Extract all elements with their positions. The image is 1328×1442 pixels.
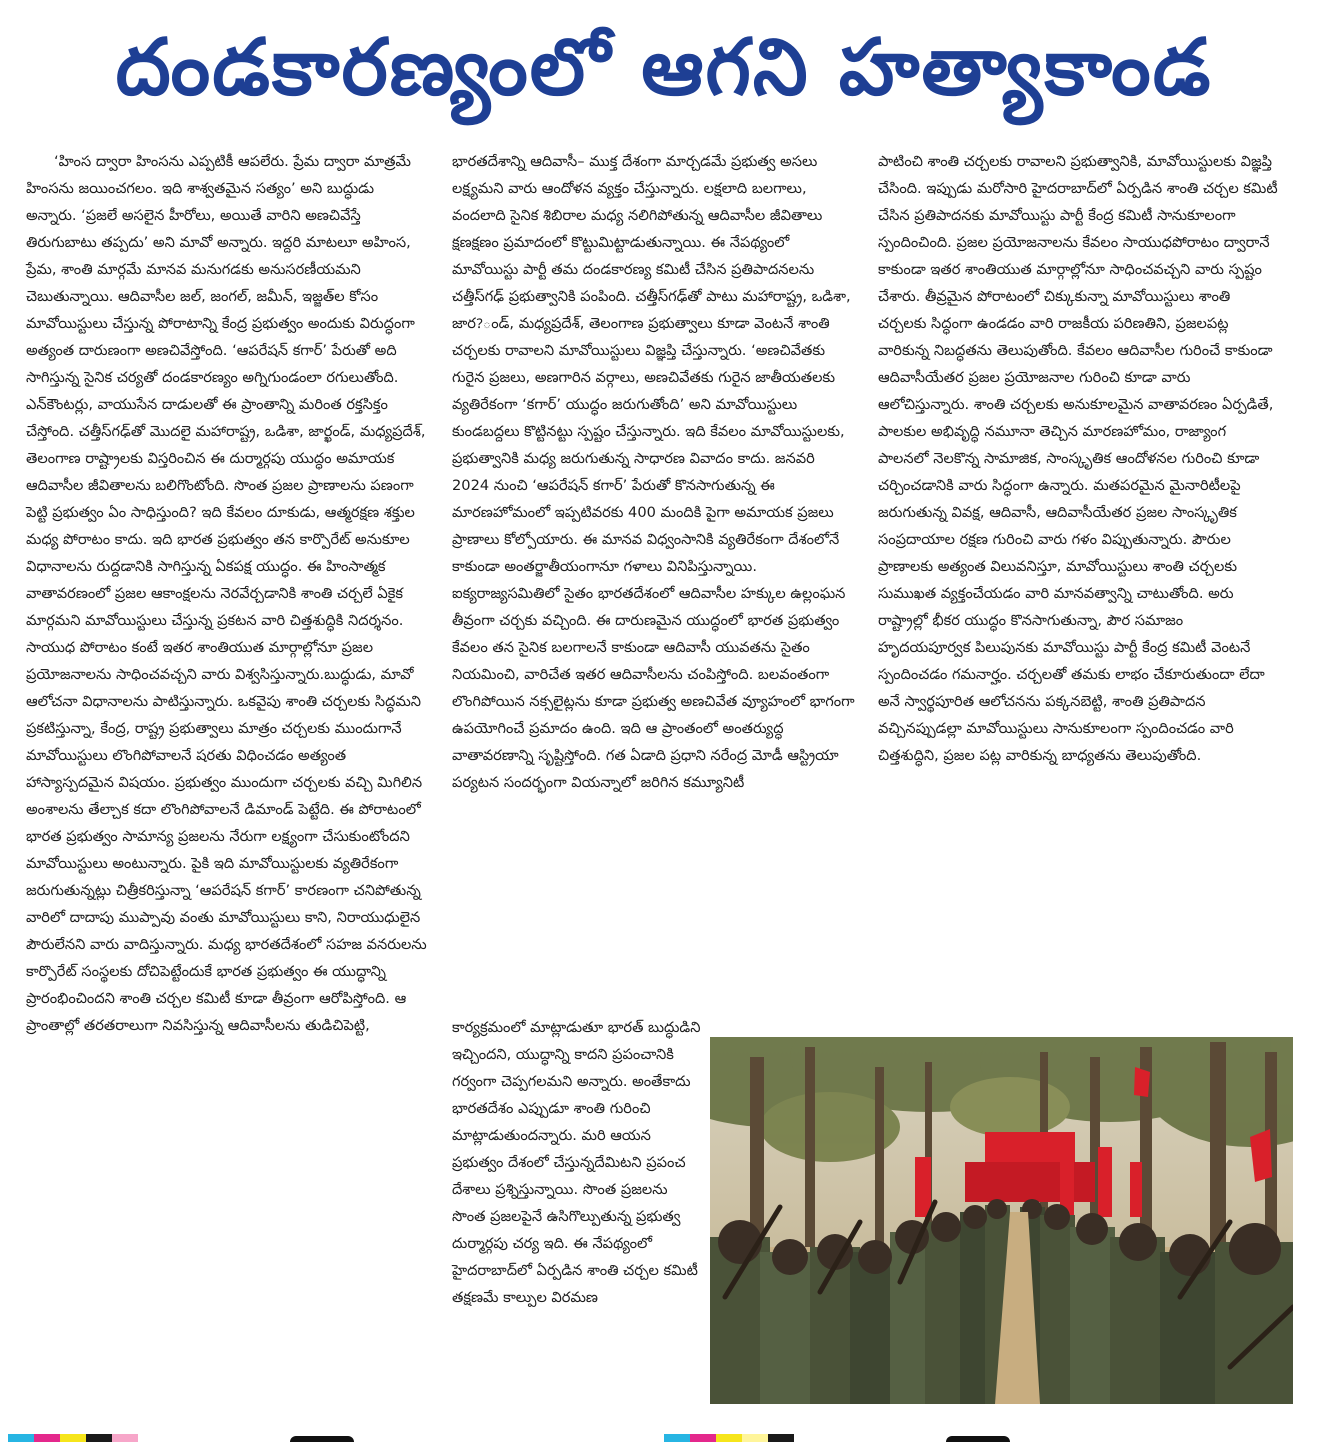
news-photo-illustration <box>710 1037 1293 1404</box>
swatch-cyan <box>8 1434 34 1442</box>
registration-mark <box>290 1436 354 1442</box>
column-1-text: ‘హింస ద్వారా హింసను ఎప్పటికీ ఆపలేరు. ప్రేమ ద్వారా మాత్రమే హింసను జయించగలం. ఇది శాశ్వతమైన సత్యం’ అని బుద్ధుడు అన్నారు. ‘ప్రజలే అసలైన హీరోలు, అయితే వారిని అణచివేస్తే తిరుగుబాటు తప్పదు’ అని మావో అన్నారు. ఇద్దరి మాటలూ అహింస, ప్రేమ, శాంతి మార్గమే మానవ మనుగడకు అనుసరణీయమని చెబుతున్నాయి. ఆదివాసీల జల్‌, జంగల్‌, జమీన్‌, ఇజ్జత్‌ల కోసం మావోయిస్టులు చేస్తున్న పోరాటాన్ని కేంద్ర ప్రభుత్వం అందుకు విరుద్ధంగా అత్యంత దారుణంగా అణచివేస్తోంది. ‘ఆపరేషన్‌ కగార్‌’ పేరుతో అది సాగిస్తున్న సైనిక చర్యతో దండకారణ్యం అగ్నిగుండంలా రగులుతోంది. ఎన్‌కౌంటర్లు, వాయుసేన దాడులతో ఈ ప్రాంతాన్ని మరింత రక్తసిక్తం చేస్తోంది. చత్తీస్‌గఢ్‌తో మొదలై మహారాష్ట్ర, ఒడిశా, జార్ఖండ్‌, మధ్యప్రదేశ్‌, తెలంగాణ రాష్ట్రాలకు విస్తరించిన ఈ దుర్మార్గపు యుద్ధం అమాయక ఆదివాసీల జీవితాలను బలిగొంటోంది. సొంత ప్రజల ప్రాణాలను పణంగా పెట్టి ప్రభుత్వం ఏం సాధిస్తుంది? ఇది కేవలం దూకుడు, ఆత్మరక్షణ శక్తుల మధ్య పోరాటం కాదు. ఇది భారత ప్రభుత్వం తన కార్పొరేట్‌ అనుకూల విధానాలను రుద్దడానికి సాగిస్తున్న ఏకపక్ష యుద్ధం. ఈ హింసాత్మక వాతావరణంలో ప్రజల ఆకాంక్షలను నెరవేర్చడానికి శాంతి చర్చలే ఏకైక మార్గమని మావోయిస్టులు చేస్తున్న ప్రకటన వారి చిత్తశుద్ధికి నిదర్శనం. సాయుధ పోరాటం కంటే ఇతర శాంతియుత మార్గాల్లోనూ ప్రజల ప్రయోజనాలను సాధించవచ్చని వారు విశ్వసిస్తున్నారు.బుద్ధుడు, మావో ఆలోచనా విధానాలను పాటిస్తున్నారు. ఒకవైపు శాంతి చర్చలకు సిద్ధమని ప్రకటిస్తున్నా, కేంద్ర, రాష్ట్ర ప్రభుత్వాలు మాత్రం చర్చలకు ముందుగానే మావోయిస్టులు లొంగిపోవాలనే షరతు విధించడం అత్యంత హాస్యాస్పదమైన విషయం. ప్రభుత్వం ముందుగా చర్చలకు వచ్చి మిగిలిన అంశాలను తేల్చాక కదా లొంగిపోవాలనే డిమాండ్‌ పెట్టేది. ఈ పోరాటంలో భారత ప్రభుత్వం సామాన్య ప్రజలను నేరుగా లక్ష్యంగా చేసుకుంటోందని మావోయిస్టులు అంటున్నారు. పైకి ఇది మావోయిస్టులకు వ్యతిరేకంగా జరుగుతున్నట్లు చిత్రీకరిస్తున్నా ‘ఆపరేషన్‌ కగార్‌’ కారణంగా చనిపోతున్న వారిలో దాదాపు ముప్పావు వంతు మావోయిస్టులు కాని, నిరాయుధులైన పౌరులేనని వారు వాదిస్తున్నారు. మధ్య భారతదేశంలో సహజ వనరులను కార్పొరేట్‌ సంస్థలకు దోచిపెట్టేందుకే భారత ప్రభుత్వం ఈ యుద్ధాన్ని ప్రారంభించిందని శాంతి చర్చల కమిటీ కూడా తీవ్రంగా ఆరోపిస్తోంది. ఆ ప్రాంతాల్లో తరతరాలుగా నివసిస్తున్న ఆదివాసీలను తుడిచిపెట్టి, <box>26 153 427 1034</box>
article-column-1 <box>26 148 428 1398</box>
article-column-2 <box>452 148 856 791</box>
swatch-light-yellow <box>742 1434 768 1442</box>
swatch-magenta <box>690 1434 716 1442</box>
swatch-cyan <box>664 1434 690 1442</box>
swatch-yellow <box>60 1434 86 1442</box>
swatch-yellow <box>716 1434 742 1442</box>
article-column-3 <box>878 148 1280 1018</box>
registration-mark <box>946 1436 1010 1442</box>
print-color-strip-left <box>8 1434 138 1442</box>
news-photo <box>710 1037 1293 1404</box>
print-color-strip-right <box>664 1434 794 1442</box>
article-column-2-continued <box>452 1014 702 1394</box>
swatch-black <box>768 1434 794 1442</box>
column-3-text: పాటించి శాంతి చర్చలకు రావాలని ప్రభుత్వానికి, మావోయిస్టులకు విజ్ఞప్తి చేసింది. ఇప్పుడు మరోసారి హైదరాబాద్‌లో ఏర్పడిన శాంతి చర్చల కమిటీ చేసిన ప్రతిపాదనకు మావోయిస్టు పార్టీ కేంద్ర కమిటీ సానుకూలంగా స్పందించింది. ప్రజల ప్రయోజనాలను కేవలం సాయుధపోరాటం ద్వారానే కాకుండా ఇతర శాంతియుత మార్గాల్లోనూ సాధించవచ్చని వారు స్పష్టం చేశారు. తీవ్రమైన పోరాటంలో చిక్కుకున్నా మావోయిస్టులు శాంతి చర్చలకు సిద్ధంగా ఉండడం వారి రాజకీయ పరిణతిని, ప్రజలపట్ల వారికున్న నిబద్ధతను తెలుపుతోంది. కేవలం ఆదివాసీల గురించే కాకుండా ఆదివాసీయేతర ప్రజల ప్రయోజనాల గురించి కూడా వారు ఆలోచిస్తున్నారు. శాంతి చర్చలకు అనుకూలమైన వాతావరణం ఏర్పడితే, పాలకుల అభివృద్ధి నమూనా తెచ్చిన మారణహోమం, రాజ్యాంగ పాలనలో నెలకొన్న సామాజిక, సాంస్కృతిక ఆందోళనల గురించి కూడా చర్చించడానికి వారు సిద్ధంగా ఉన్నారు. మతపరమైన మైనారిటీలపై జరుగుతున్న వివక్ష, ఆదివాసీ, ఆదివాసీయేతర ప్రజల సాంస్కృతిక సంప్రదాయాల రక్షణ గురించి వారు గళం విప్పుతున్నారు. పౌరుల ప్రాణాలకు అత్యంత విలువనిస్తూ, మావోయిస్టులు శాంతి చర్చలకు సుముఖత వ్యక్తంచేయడం వారి మానవత్వాన్ని చాటుతోంది. అరు రాష్ట్రాల్లో భీకర యుద్ధం కొనసాగుతున్నా, పౌర సమాజం హృదయపూర్వక పిలుపునకు మావోయిస్టు పార్టీ కేంద్ర కమిటీ వెంటనే స్పందించడం గమనార్హం. చర్చలతో తమకు లాభం చేకూరుతుందా లేదా అనే స్వార్థపూరిత ఆలోచనను పక్కనబెట్టి, శాంతి ప్రతిపాదన వచ్చినప్పుడల్లా మావోయిస్టులు సానుకూలంగా స్పందించడం వారి చిత్తశుద్ధిని, ప్రజల పట్ల వారికున్న బాధ్యతను తెలుపుతోంది. <box>878 153 1278 764</box>
headline: దండకారణ్యంలో ఆగని హత్యాకాండ <box>115 23 1213 113</box>
swatch-pink <box>112 1434 138 1442</box>
swatch-black <box>86 1434 112 1442</box>
swatch-magenta <box>34 1434 60 1442</box>
column-2-text-bottom: కార్యక్రమంలో మాట్లాడుతూ భారత్‌ బుద్ధుడిని ఇచ్చిందని, యుద్ధాన్ని కాదని ప్రపంచానికి గర్వంగా చెప్పగలమని అన్నారు. అంతేకాదు భారతదేశం ఎప్పుడూ శాంతి గురించి మాట్లాడుతుందన్నారు. మరి ఆయన ప్రభుత్వం దేశంలో చేస్తున్నదేమిటని ప్రపంచ దేశాలు ప్రశ్నిస్తున్నాయి. సొంత ప్రజలను సొంత ప్రజలపైనే ఉసిగొల్పుతున్న ప్రభుత్వ దుర్మార్గపు చర్య ఇది. ఈ నేపథ్యంలో హైదరాబాద్‌లో ఏర్పడిన శాంతి చర్చల కమిటీ తక్షణమే కాల్పుల విరమణ <box>452 1019 701 1306</box>
column-2-text-top: భారతదేశాన్ని ఆదివాసీ– ముక్త దేశంగా మార్చడమే ప్రభుత్వ అసలు లక్ష్యమని వారు ఆందోళన వ్యక్తం చేస్తున్నారు. లక్షలాది బలగాలు, వందలాది సైనిక శిబిరాల మధ్య నలిగిపోతున్న ఆదివాసీల జీవితాలు క్షణక్షణం ప్రమాదంలో కొట్టుమిట్టాడుతున్నాయి. ఈ నేపథ్యంలో మావోయిస్టు పార్టీ తమ దండకారణ్య కమిటీ చేసిన ప్రతిపాదనలను చత్తీస్‌గఢ్‌ ప్రభుత్వానికి పంపింది. చత్తీస్‌గఢ్‌తో పాటు మహారాష్ట్ర, ఒడిశా, జార?ండ్‌, మధ్యప్రదేశ్‌, తెలంగాణ ప్రభుత్వాలు కూడా వెంటనే శాంతి చర్చలకు రావాలని మావోయిస్టులు విజ్ఞప్తి చేస్తున్నారు. ‘అణచివేతకు గురైన ప్రజలు, అణగారిన వర్గాలు, అణచివేతకు గురైన జాతీయతలకు వ్యతిరేకంగా ‘కగార్‌’ యుద్ధం జరుగుతోంది’ అని మావోయిస్టులు కుండబద్దలు కొట్టినట్టు స్పష్టం చేస్తున్నారు. ఇది కేవలం మావోయిస్టులకు, ప్రభుత్వానికి మధ్య జరుగుతున్న సాధారణ వివాదం కాదు. జనవరి 2024 నుంచి ‘ఆపరేషన్‌ కగార్‌’ పేరుతో కొనసాగుతున్న ఈ మారణహోమంలో ఇప్పటివరకు 400 మందికి పైగా అమాయక ప్రజలు ప్రాణాలు కోల్పోయారు. ఈ మానవ విధ్వంసానికి వ్యతిరేకంగా దేశంలోనే కాకుండా అంతర్జాతీయంగానూ గళాలు వినిపిస్తున్నాయి. ఐక్యరాజ్యసమితిలో సైతం భారతదేశంలో ఆదివాసీల హక్కుల ఉల్లంఘన తీవ్రంగా చర్చకు వచ్చింది. ఈ దారుణమైన యుద్ధంలో భారత ప్రభుత్వం కేవలం తన సైనిక బలగాలనే కాకుండా ఆదివాసీ యువతను సైతం నియమించి, వారిచేత ఇతర ఆదివాసీలను చంపిస్తోంది. బలవంతంగా లొంగిపోయిన నక్సలైట్లను కూడా ప్రభుత్వ అణచివేత వ్యూహంలో భాగంగా ఉపయోగించే ప్రమాదం ఉంది. ఇది ఆ ప్రాంతంలో అంతర్యుద్ధ వాతావరణాన్ని సృష్టిస్తోంది. గత ఏడాది ప్రధాని నరేంద్ర మోడీ ఆస్ట్రియా పర్యటన సందర్భంగా వియన్నాలో జరిగిన కమ్యూనిటీ <box>452 153 855 791</box>
